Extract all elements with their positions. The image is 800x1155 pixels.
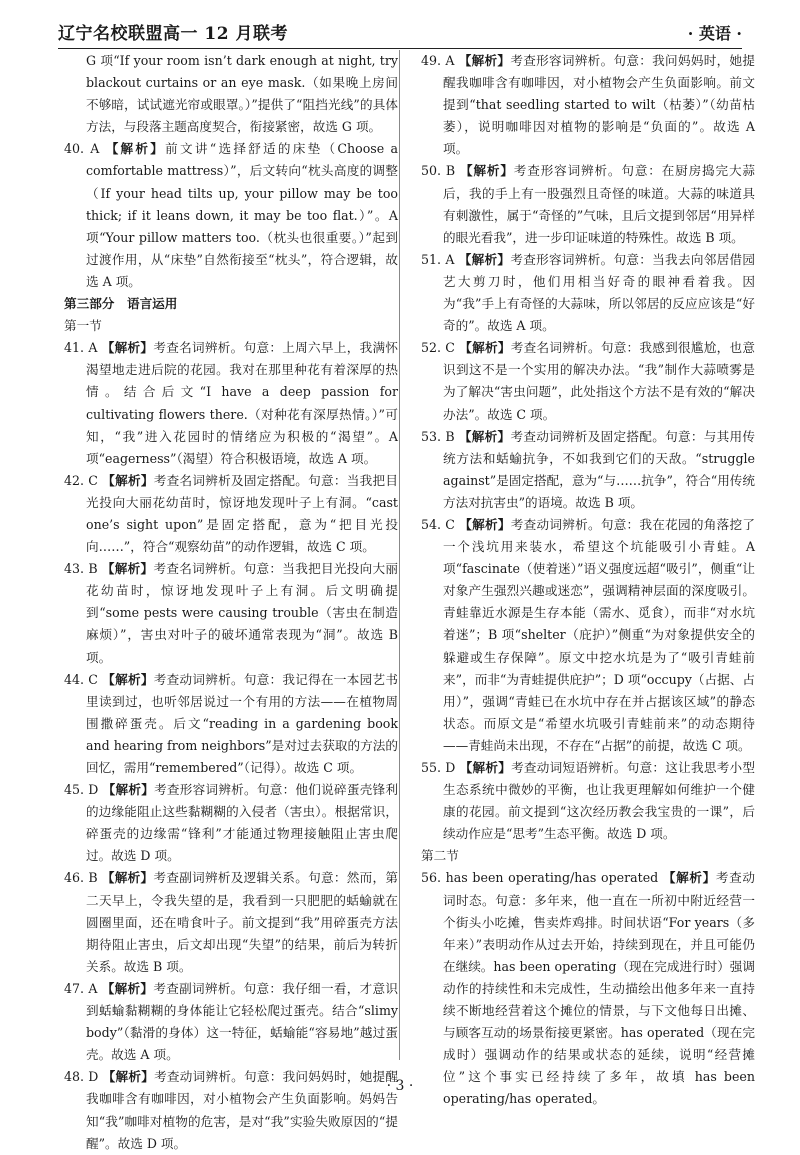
answer-45 xyxy=(64,779,398,867)
answer-number: 40. A xyxy=(64,141,100,157)
exam-title: 辽宁名校联盟高一 12 月联考 xyxy=(58,24,288,44)
answer-54 xyxy=(421,514,755,757)
subsection-heading: 第二节 xyxy=(421,848,459,864)
analysis-tag: 【解析】 xyxy=(458,428,511,444)
answer-42 xyxy=(64,470,398,558)
answer-number: 45. D xyxy=(64,782,99,798)
answer-number: 42. C xyxy=(64,472,98,488)
answer-41 xyxy=(64,337,398,470)
answer-text: 前文讲“选择舒适的床垫（Choose a comfortable mattress）”，后文转向“枕头高度的调整（If your head tilts up, your pillow may be too thick; if it leans down, it may be too flat.）”。A 项“Your pillow matters too.（枕头也很重要。）”起到过渡作用，从“床垫”自然衔接至“枕头”，符合逻辑，故选 A 项。 xyxy=(86,141,398,289)
answer-44 xyxy=(64,669,398,779)
page-header xyxy=(58,14,742,49)
answer-number: 50. B xyxy=(421,163,456,179)
answer-number: 49. A xyxy=(421,53,455,68)
answer-53 xyxy=(421,426,755,514)
analysis-tag: 【解析】 xyxy=(102,782,155,798)
answer-number: 52. C xyxy=(421,340,455,356)
answer-text: 考查名词辨析。句意：上周六早上，我满怀渴望地走进后院的花园。我对在那里种花有着深厚的热情。结合后文“I have a deep passion for cultivating flowers there.（对种花有深厚热情。）”可知，“我”进入花园时的情绪应为积极的“渴望”。A 项“eagerness”（渴望）符合积极语境，故选 A 项。 xyxy=(86,340,399,466)
answer-number: 51. A xyxy=(421,251,455,267)
answer-50 xyxy=(421,160,755,248)
analysis-tag: 【解析】 xyxy=(102,671,154,687)
analysis-tag: 【解析】 xyxy=(459,760,512,775)
analysis-tag: 【解析】 xyxy=(105,141,166,157)
analysis-tag: 【解析】 xyxy=(459,340,511,356)
answer-number: 53. B xyxy=(421,428,455,444)
answer-51 xyxy=(421,249,755,337)
answer-text: 考查名词辨析及固定搭配。句意：当我把目光投向大丽花幼苗时，惊讶地发现叶子上有洞。“cast one’s sight upon”是固定搭配，意为“把目光投向……”，符合“观察幼苗”的动作逻辑，故选 C 项。 xyxy=(86,472,398,555)
answer-number: 46. B xyxy=(64,870,98,886)
answer-47 xyxy=(64,978,398,1066)
answer-text: 考查动词短语辨析。句意：这让我思考小型生态系统中微妙的平衡，也让我更理解如何维护一个健康的花园。前文提到“这次经历教会我宝贵的一课”，后续动作应是“思考”生态平衡。故选 D 项。 xyxy=(443,760,755,842)
analysis-tag: 【解析】 xyxy=(458,53,511,68)
answer-text: 考查形容词辨析。句意：当我去向邻居借园艺大剪刀时，他们用相当好奇的眼神看着我。因为“我”手上有奇怪的大蒜味，所以邻居的反应应该是“好奇的”。故选 A 项。 xyxy=(443,251,756,334)
right-column xyxy=(421,50,755,1111)
answer-46 xyxy=(64,867,398,977)
answer-56 xyxy=(421,867,755,1110)
section-heading: 第三部分 语言运用 xyxy=(64,296,178,312)
answer-number: 55. D xyxy=(421,760,456,775)
analysis-tag: 【解析】 xyxy=(101,561,154,577)
answer-number: 43. B xyxy=(64,561,98,577)
answer-52 xyxy=(421,337,755,425)
analysis-tag: 【解析】 xyxy=(101,870,154,886)
analysis-tag: 【解析】 xyxy=(102,472,154,488)
answer-number: 47. A xyxy=(64,980,98,996)
analysis-tag: 【解析】 xyxy=(662,870,716,886)
analysis-tag: 【解析】 xyxy=(101,980,154,996)
left-column xyxy=(64,50,398,1155)
analysis-tag: 【解析】 xyxy=(459,516,511,532)
answer-49 xyxy=(421,50,755,160)
analysis-tag: 【解析】 xyxy=(460,163,514,179)
column-divider xyxy=(399,50,400,1060)
analysis-tag: 【解析】 xyxy=(101,340,154,356)
answer-number: 48. D xyxy=(64,1069,99,1085)
answer-text: 考查动词时态。句意：多年来，他一直在一所初中附近经营一个街头小吃摊，售卖炸鸡排。时间状语“For years（多年来）”表明动作从过去开始，持续到现在，并且可能仍在继续。has been operating（现在完成进行时）强调动作的持续性和未完成性，生动描绘出他多年来一直持续不断地经营着这个摊位的情景，与下文他每日出摊、与顾客互动的场景衔接更紧密。has operated（现在完成时）强调动作的结果或状态的延续，说明“经营摊位”这个事实已经持续了多年，故填 has been operating/has operated。 xyxy=(443,870,755,1107)
answer-text: 考查名词辨析。句意：当我把目光投向大丽花幼苗时，惊讶地发现叶子上有洞。后文明确提到“some pests were causing trouble（害虫在制造麻烦）”，害虫对叶子的破坏通常表现为“洞”。故选 B 项。 xyxy=(86,561,398,665)
answer-text: 考查动词辨析。句意：我记得在一本园艺书里读到过，也听邻居说过一个有用的方法——在植物周围撒碎蛋壳。后文“reading in a gardening book and hearing from neighbors”是对过去获取的方法的回忆，需用“remembered”（记得）。故选 C 项。 xyxy=(86,671,398,775)
answer-39-continued: G 项“If your room isn’t dark enough at night, try blackout curtains or an eye mask.（如果晚上房间不够暗，试试遮光帘或眼罩。）”提供了“阻挡光线”的具体方法，与段落主题高度契合，衔接紧密，故选 G 项。 xyxy=(86,53,398,135)
analysis-tag: 【解析】 xyxy=(102,1069,155,1085)
answer-number: 54. C xyxy=(421,516,455,532)
answer-number: 44. C xyxy=(64,671,98,687)
subject-label: · 英语 · xyxy=(687,24,742,43)
answer-text: 考查动词辨析。句意：我在花园的角落挖了一个浅坑用来装水，希望这个坑能吸引小青蛙。A 项“fascinate（使着迷）”语义强度远超“吸引”，侧重“让对象产生强烈兴趣或迷恋”，强调精神层面的深度吸引。青蛙靠近水源是生存本能（需水、觅食），而非“对水坑着迷”；B 项“shelter（庇护）”侧重“为对象提供安全的躲避或生存保障”。原文中挖水坑是为了“吸引青蛙前来”，而非“为青蛙提供庇护”；D 项“occupy（占据、占用）”，强调“青蛙已在水坑中存在并占据该区域”的静态状态。而原文是“希望水坑吸引青蛙前来”的动态期待——青蛙尚未出现，不存在“占据”的前提，故选 C 项。 xyxy=(443,516,755,753)
answer-text: 考查形容词辨析。句意：他们说碎蛋壳锋利的边缘能阻止这些黏糊糊的入侵者（害虫）。根据常识，碎蛋壳的边缘需“锋利”才能通过物理接触阻止害虫爬过。故选 D 项。 xyxy=(86,782,398,864)
answer-text: 考查副词辨析及逻辑关系。句意：然而，第二天早上，令我失望的是，我看到一只肥肥的蛞蝓就在圆圈里面，还在啃食叶子。前文提到“我”用碎蛋壳方法期待阻止害虫，后文却出现“失望”的结果，前后为转折关系。故选 B 项。 xyxy=(86,870,398,974)
answer-55 xyxy=(421,757,755,845)
answer-number: 41. A xyxy=(64,340,98,356)
answer-text: 考查副词辨析。句意：我仔细一看，才意识到蛞蝓黏糊糊的身体能让它轻松爬过蛋壳。结合“slimy body”（黏滑的身体）这一特征，蛞蝓能“容易地”越过蛋壳。故选 A 项。 xyxy=(86,980,399,1063)
analysis-tag: 【解析】 xyxy=(458,251,511,267)
page-number: · 3 · xyxy=(386,1078,414,1094)
answer-text: 考查动词辨析。句意：我问妈妈时，她提醒我咖啡含有咖啡因，对小植物会产生负面影响。妈妈告知“我”咖啡对植物的危害，是对“我”实验失败原因的“提醒”。故选 D 项。 xyxy=(86,1069,398,1151)
answer-text: 考查形容词辨析。句意：我问妈妈时，她提醒我咖啡含有咖啡因，对小植物会产生负面影响。前文提到“that seedling started to wilt（枯萎）”（幼苗枯萎），说明咖啡因对植物的影响是“负面的”。故选 A 项。 xyxy=(443,53,756,157)
answer-text: 考查名词辨析。句意：我感到很尴尬，也意识到这不是一个实用的解决办法。“我”制作大蒜喷雾是为了解决“害虫问题”，此处指这个方法不是有效的“解决办法”。故选 C 项。 xyxy=(443,340,755,422)
answer-number: 56. has been operating/has operated xyxy=(421,870,659,886)
answer-text: 考查形容词辨析。句意：在厨房捣完大蒜后，我的手上有一股强烈且奇怪的味道。大蒜的味道具有刺激性，属于“奇怪的”气味，且后文提到邻居“用异样的眼光看我”，进一步印证味道的特殊性。故选 B 项。 xyxy=(443,163,755,245)
subsection-heading: 第一节 xyxy=(64,318,102,334)
answer-text: 考查动词辨析及固定搭配。句意：与其用传统方法和蛞蝓抗争，不如我到它们的天敌。“struggle against”是固定搭配，意为“与……抗争”，符合“用传统方法对抗害虫”的语境。故选 B 项。 xyxy=(443,428,755,510)
answer-43 xyxy=(64,558,398,668)
answer-40 xyxy=(64,138,398,293)
